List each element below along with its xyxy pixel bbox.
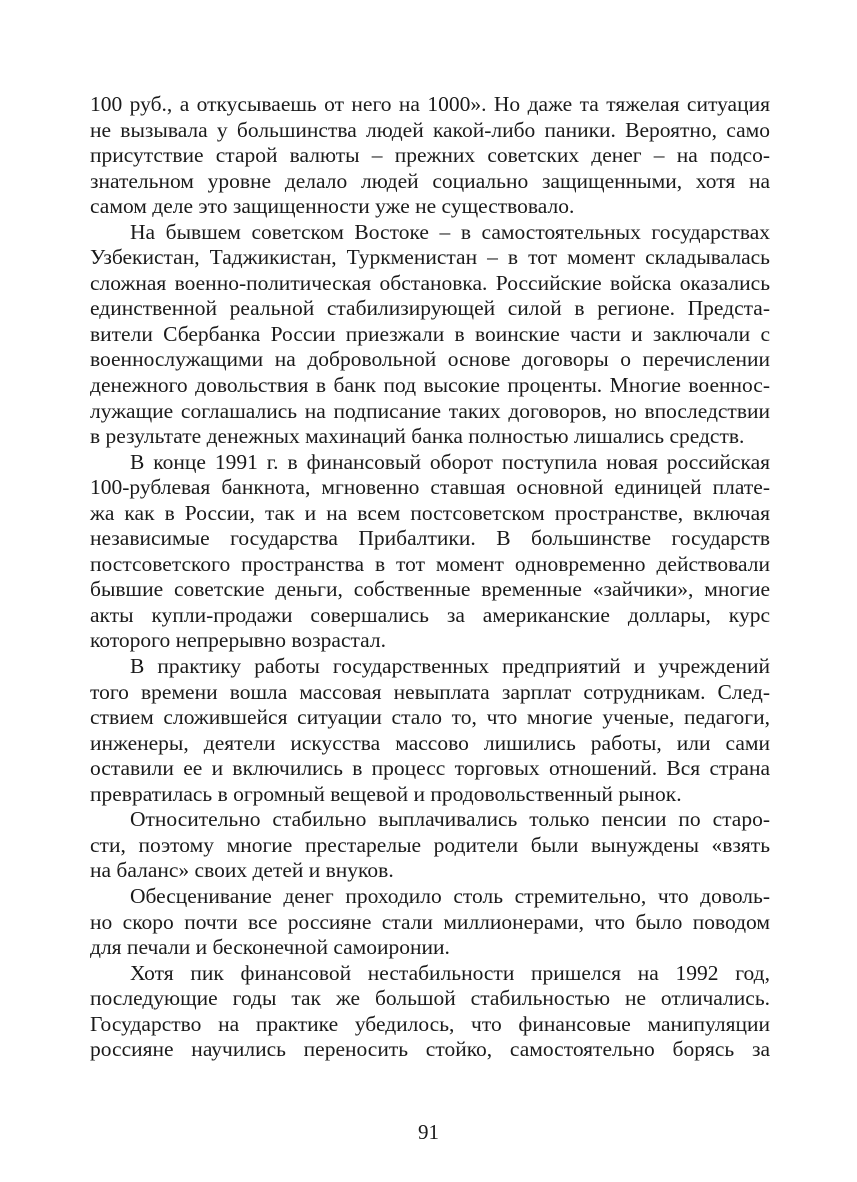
text-line: знательном уровне делало людей социально защищенными, хотя на — [90, 168, 770, 193]
text-line: жа как в России, так и на всем постсоветском пространстве, включая — [90, 500, 770, 525]
paragraph-first-line: Относительно стабильно выплачивались только пенсии по старо- — [130, 807, 770, 832]
text-line: сложная военно-политическая обстановка. Российские войска оказались — [90, 270, 770, 295]
text-line: постсоветского пространства в тот момент одновременно действовали — [90, 551, 770, 576]
text-line: ствием сложившейся ситуации стало то, что многие ученые, педагоги, — [90, 705, 770, 730]
text-line: последующие годы так же большой стабильностью не отличались. — [90, 986, 770, 1011]
text-line: инженеры, деятели искусства массово лишились работы, или сами — [90, 730, 770, 755]
text-line: акты купли-продажи совершались за американские доллары, курс — [90, 602, 770, 627]
text-line: Узбекистан, Таджикистан, Туркменистан – в тот момент складывалась — [90, 245, 770, 270]
paragraph-first-line: В конце 1991 г. в финансовый оборот поступила новая российская — [130, 449, 770, 474]
text-line: бывшие советские деньги, собственные временные «зайчики», многие — [90, 577, 770, 602]
text-line: самом деле это защищенности уже не существовало. — [90, 194, 575, 219]
text-line: но скоро почти все россияне стали миллионерами, что было поводом — [90, 909, 770, 934]
page-body — [90, 92, 770, 1063]
paragraph-first-line: Обесценивание денег проходило столь стремительно, что доволь- — [130, 883, 770, 908]
text-line: независимые государства Прибалтики. В большинстве государств — [90, 526, 770, 551]
paragraph-first-line: В практику работы государственных предприятий и учреждений — [130, 654, 770, 679]
paragraph-first-line: На бывшем советском Востоке – в самостоятельных государствах — [130, 219, 770, 244]
text-line: 100 руб., а откусываешь от него на 1000». Но даже та тяжелая ситуация — [90, 92, 770, 116]
text-line: присутствие старой валюты – прежних советских денег – на подсо- — [90, 143, 770, 168]
text-line: военнослужащими на добровольной основе договоры о перечислении — [90, 347, 770, 372]
paragraph-first-line: Хотя пик финансовой нестабильности пришелся на 1992 год, — [130, 960, 770, 985]
text-line: для печали и бесконечной самоиронии. — [90, 935, 450, 960]
page-number: 91 — [418, 1120, 439, 1144]
text-line: того времени вошла массовая невыплата зарплат сотрудникам. След- — [90, 679, 770, 704]
text-line: которого непрерывно возрастал. — [90, 628, 386, 653]
text-line: 100-рублевая банкнота, мгновенно ставшая основной единицей плате- — [90, 475, 770, 500]
text-line: вители Сбербанка России приезжали в воинские части и заключали с — [90, 321, 770, 346]
text-line: Государство на практике убедилось, что финансовые манипуляции — [90, 1011, 770, 1036]
text-line: денежного довольствия в банк под высокие проценты. Многие военнос- — [90, 373, 770, 398]
text-line: россияне научились переносить стойко, самостоятельно борясь за — [90, 1037, 770, 1062]
text-line: в результате денежных махинаций банка полностью лишались средств. — [90, 424, 745, 449]
text-line: превратилась в огромный вещевой и продовольственный рынок. — [90, 781, 682, 806]
text-line: лужащие соглашались на подписание таких договоров, но впоследствии — [90, 398, 770, 423]
text-line: единственной реальной стабилизирующей силой в регионе. Предста- — [90, 296, 770, 321]
text-line: оставили ее и включились в процесс торговых отношений. Вся страна — [90, 756, 770, 781]
text-line: на баланс» своих детей и внуков. — [90, 858, 394, 883]
text-line: не вызывала у большинства людей какой-либо паники. Вероятно, само — [90, 117, 770, 142]
text-line: сти, поэтому многие престарелые родители были вынуждены «взять — [90, 832, 770, 857]
